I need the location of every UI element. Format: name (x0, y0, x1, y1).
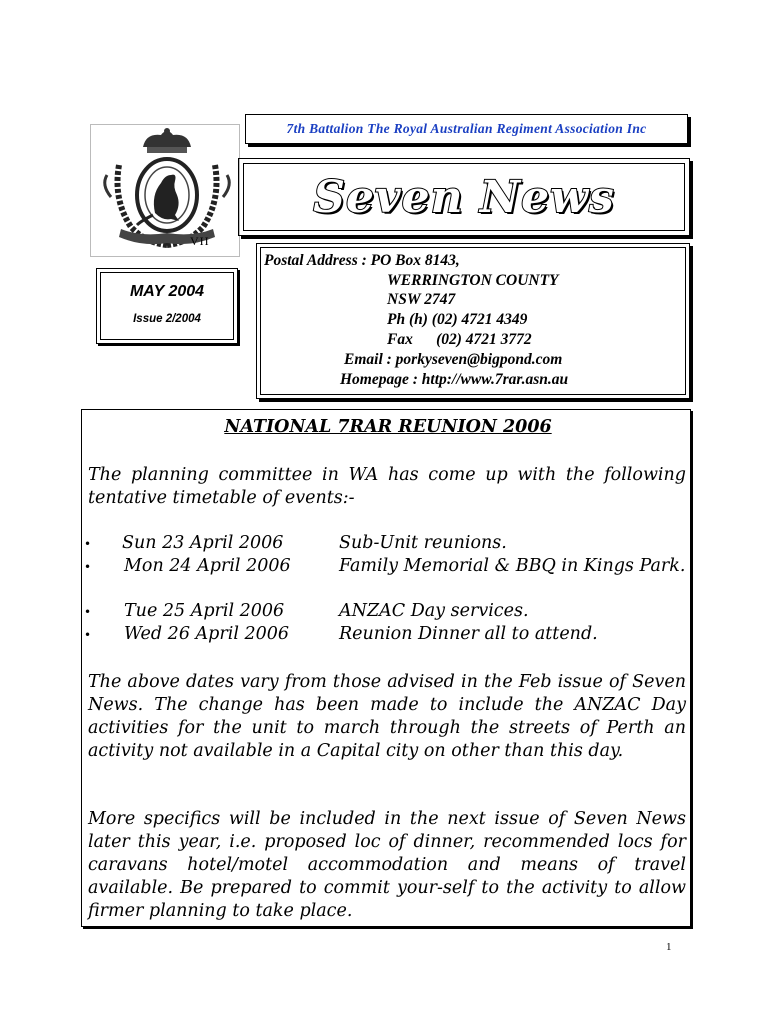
bullet: • (84, 605, 92, 619)
address-box (256, 243, 690, 399)
event-date: Wed 26 April 2006 (124, 624, 290, 644)
event-row (84, 623, 686, 646)
issue-number: Issue 2/2004 (133, 313, 201, 325)
event-date: Mon 24 April 2006 (124, 556, 291, 576)
article-intro: The planning committee in WA has come up with the following tentative timetable of events:- (88, 465, 686, 508)
association-name: 7th Battalion The Royal Australian Regiment Association Inc (286, 121, 647, 136)
event-row (84, 600, 686, 623)
phone-number: Ph (h) (02) 4721 4349 (387, 311, 528, 328)
bullet: • (84, 537, 92, 551)
event-description: Sub-Unit reunions. (339, 533, 507, 553)
homepage-url: Homepage : http://www.7rar.asn.au (340, 371, 569, 388)
event-description: Reunion Dinner all to attend. (339, 624, 598, 644)
issue-inner-border (100, 272, 234, 340)
event-date: Sun 23 April 2006 (122, 533, 284, 553)
masthead-box (238, 158, 690, 236)
bullet: • (84, 560, 92, 574)
page-number: 1 (666, 941, 672, 953)
issue-month: MAY 2004 (129, 283, 205, 300)
badge-numeral: VII (190, 234, 210, 248)
event-description: Family Memorial & BBQ in Kings Park. (339, 556, 686, 576)
event-row (84, 555, 686, 601)
event-row (84, 532, 686, 555)
newsletter-title: Seven News (313, 171, 615, 223)
regiment-crest-icon (91, 125, 241, 258)
fax-number: Fax (02) 4721 3772 (387, 331, 532, 348)
article-box (81, 409, 691, 927)
regiment-badge (90, 124, 240, 257)
address-line-2: WERRINGTON COUNTY (387, 272, 559, 289)
postal-address: Postal Address : PO Box 8143, (264, 252, 460, 269)
issue-box (96, 268, 238, 344)
association-banner (245, 114, 688, 144)
bullet: • (84, 628, 92, 642)
email-address: Email : porkyseven@bigpond.com (344, 351, 563, 368)
article-paragraph-3: More specifics will be included in the next issue of Seven News later this year, i.e. proposed loc of dinner, recommended locs for caravans hotel/motel accommodation and means of travel available. Be prepared to commit your-self to the activity to allow firmer planning to take place. (88, 809, 686, 921)
article-title: NATIONAL 7RAR REUNION 2006 (224, 417, 552, 437)
article-paragraph-2: The above dates vary from those advised in the Feb issue of Seven News. The change has been made to include the ANZAC Day activities for the unit to march through the streets of Perth an activity not available in a Capital city on other than this day. (88, 672, 686, 761)
address-line-3: NSW 2747 (387, 291, 456, 308)
event-description: ANZAC Day services. (339, 601, 529, 621)
event-date: Tue 25 April 2006 (124, 601, 285, 621)
